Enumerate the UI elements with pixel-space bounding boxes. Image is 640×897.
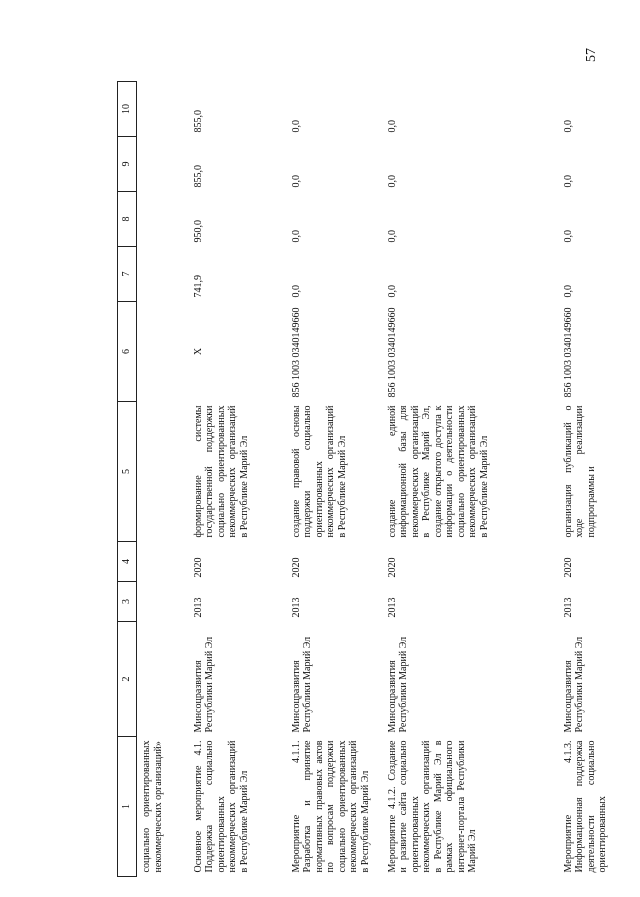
- program-table: [117, 81, 619, 877]
- column-header: 3: [118, 582, 137, 622]
- start-year-cell: 2013: [192, 597, 204, 618]
- executor-cell: Минсоцразвития Республики Марий Эл: [562, 636, 585, 733]
- end-year-cell: 2020: [192, 557, 204, 578]
- result-cell: формирование системы государственной поддержки социально ориентированных некоммерческих организаций в Республике Марий Эл: [192, 405, 250, 538]
- column-header: 5: [118, 402, 137, 542]
- start-year-cell: 2013: [290, 597, 302, 618]
- value-cell: 0,0: [386, 120, 398, 133]
- end-year-cell: 2020: [290, 557, 302, 578]
- value-cell: 0,0: [562, 175, 574, 188]
- executor-cell: [137, 622, 189, 737]
- column-header: 2: [118, 622, 137, 737]
- value-cell: [137, 137, 189, 192]
- executor-cell: Минсоцразвития Республики Марий Эл: [290, 636, 313, 733]
- value-cell: 0,0: [290, 120, 302, 133]
- code-cell: 856 1003 0340149660: [562, 307, 574, 398]
- table-row: [383, 82, 559, 877]
- value-cell: 0,0: [386, 285, 398, 298]
- code-cell: X: [192, 347, 204, 356]
- table-row: [287, 82, 383, 877]
- executor-cell: Минсоцразвития Республики Марий Эл: [192, 636, 215, 733]
- end-year-cell: 2020: [386, 557, 398, 578]
- measure-cell: Мероприятие 4.1.2. Создание и развитие сайта социально ориентированных некоммерческих организаций в Республике Марий Эл в рамках официального интернет-портала Республики Марий Эл: [386, 740, 478, 873]
- start-year-cell: 2013: [562, 597, 574, 618]
- value-cell: 0,0: [290, 230, 302, 243]
- result-cell: создание правовой основы поддержки социально ориентированных некоммерческих организаций в Республике Марий Эл: [290, 405, 348, 538]
- column-header: 7: [118, 247, 137, 302]
- start-year-cell: 2013: [386, 597, 398, 618]
- start-year-cell: [137, 582, 189, 622]
- result-cell: [137, 402, 189, 542]
- column-header: 10: [118, 82, 137, 137]
- value-cell: 0,0: [386, 230, 398, 243]
- value-cell: 741,9: [192, 275, 204, 298]
- rotated-page: [0, 20, 640, 877]
- value-cell: 0,0: [562, 230, 574, 243]
- header-row: [118, 82, 137, 877]
- value-cell: 0,0: [386, 175, 398, 188]
- column-header: 1: [118, 737, 137, 877]
- code-cell: [137, 302, 189, 402]
- result-cell: создание единой информационной базы для некоммерческих организаций в Республике Марий Эл, создание открытого доступа к информации о деятельности социально ориентированных некоммерческих организаций в Республике Марий Эл: [386, 405, 490, 538]
- value-cell: [137, 192, 189, 247]
- page-number: 57: [584, 48, 599, 62]
- column-header: 4: [118, 542, 137, 582]
- value-cell: 950,0: [192, 220, 204, 243]
- result-cell: организация публикаций о ходе реализации подпрограммы и: [562, 405, 597, 538]
- code-cell: 856 1003 0340149660: [290, 307, 302, 398]
- value-cell: 0,0: [290, 285, 302, 298]
- measure-cell: Мероприятие 4.1.1. Разработка и принятие нормативных правовых актов по вопросам поддержки социально ориентированных некоммерческих организаций в Республике Марий Эл: [290, 740, 371, 873]
- table-row: [559, 82, 619, 877]
- end-year-cell: [137, 542, 189, 582]
- value-cell: 0,0: [562, 285, 574, 298]
- value-cell: 855,0: [192, 165, 204, 188]
- value-cell: [137, 82, 189, 137]
- code-cell: 856 1003 0340149660: [386, 307, 398, 398]
- measure-cell: Основное мероприятие 4.1. Поддержка социально ориентированных некоммерческих организаций в Республике Марий Эл: [192, 740, 250, 873]
- column-header: 9: [118, 137, 137, 192]
- column-header: 8: [118, 192, 137, 247]
- measure-cell: Мероприятие 4.1.3. Информационная поддержка деятельности социально ориентированных: [562, 740, 608, 873]
- value-cell: 855,0: [192, 110, 204, 133]
- table-row: [189, 82, 287, 877]
- value-cell: 0,0: [290, 175, 302, 188]
- value-cell: [137, 247, 189, 302]
- measure-cell: социально ориентированных некоммерческих организаций»: [141, 740, 164, 873]
- table-row: [137, 82, 189, 877]
- column-header: 6: [118, 302, 137, 402]
- value-cell: 0,0: [562, 120, 574, 133]
- executor-cell: Минсоцразвития Республики Марий Эл: [386, 636, 409, 733]
- end-year-cell: 2020: [562, 557, 574, 578]
